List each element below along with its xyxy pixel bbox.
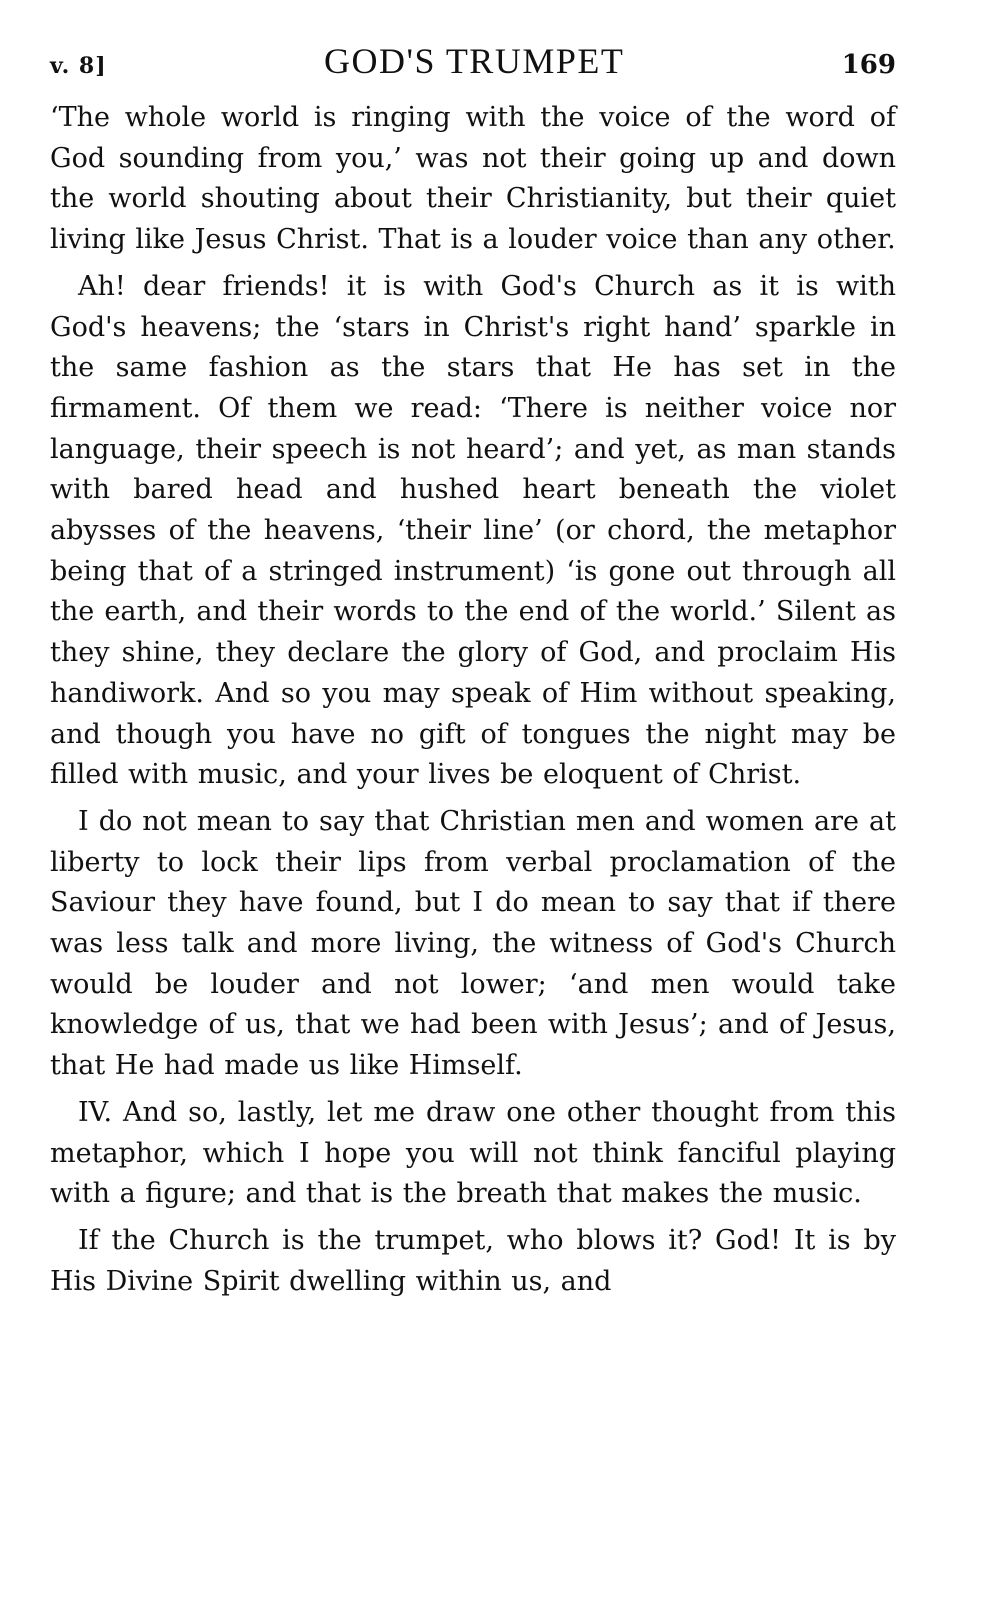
body-text	[50, 98, 896, 1302]
paragraph-2: Ah! dear friends! it is with God's Church as it is with God's heavens; the ‘stars in Christ's right hand’ sparkle in the same fashion as the stars that He has set in the firmament. Of them we read: ‘There is neither voice nor language, their speech is not heard’; and yet, as man stands with bared head and hushed heart beneath the violet abysses of the heavens, ‘their line’ (or chord, the metaphor being that of a stringed instrument) ‘is gone out through all the earth, and their words to the end of the world.’ Silent as they shine, they declare the glory of God, and proclaim His handiwork. And so you may speak of Him without speaking, and though you have no gift of tongues the night may be filled with music, and your lives be eloquent of Christ.	[50, 270, 896, 791]
running-head	[50, 40, 896, 98]
page-number: 169	[841, 50, 896, 80]
paragraph-1: ‘The whole world is ringing with the voice of the word of God sounding from you,’ was not their going up and down the world shouting about their Christianity, but their quiet living like Jesus Christ. That is a louder voice than any other.	[50, 102, 896, 256]
running-title: GOD'S TRUMPET	[323, 41, 625, 81]
section-reference: v. 8]	[50, 53, 107, 79]
paragraph-4: IV. And so, lastly, let me draw one other thought from this metaphor, which I hope you will not think fanciful playing with a figure; and that is the breath that makes the music.	[50, 1096, 896, 1210]
paragraph-5: If the Church is the trumpet, who blows it? God! It is by His Divine Spirit dwelling within us, and	[50, 1224, 896, 1297]
paragraph-3: I do not mean to say that Christian men and women are at liberty to lock their lips from verbal proclamation of the Saviour they have found, but I do mean to say that if there was less talk and more living, the witness of God's Church would be louder and not lower; ‘and men would take knowledge of us, that we had been with Jesus’; and of Jesus, that He had made us like Himself.	[50, 805, 896, 1082]
book-page	[50, 40, 896, 1308]
